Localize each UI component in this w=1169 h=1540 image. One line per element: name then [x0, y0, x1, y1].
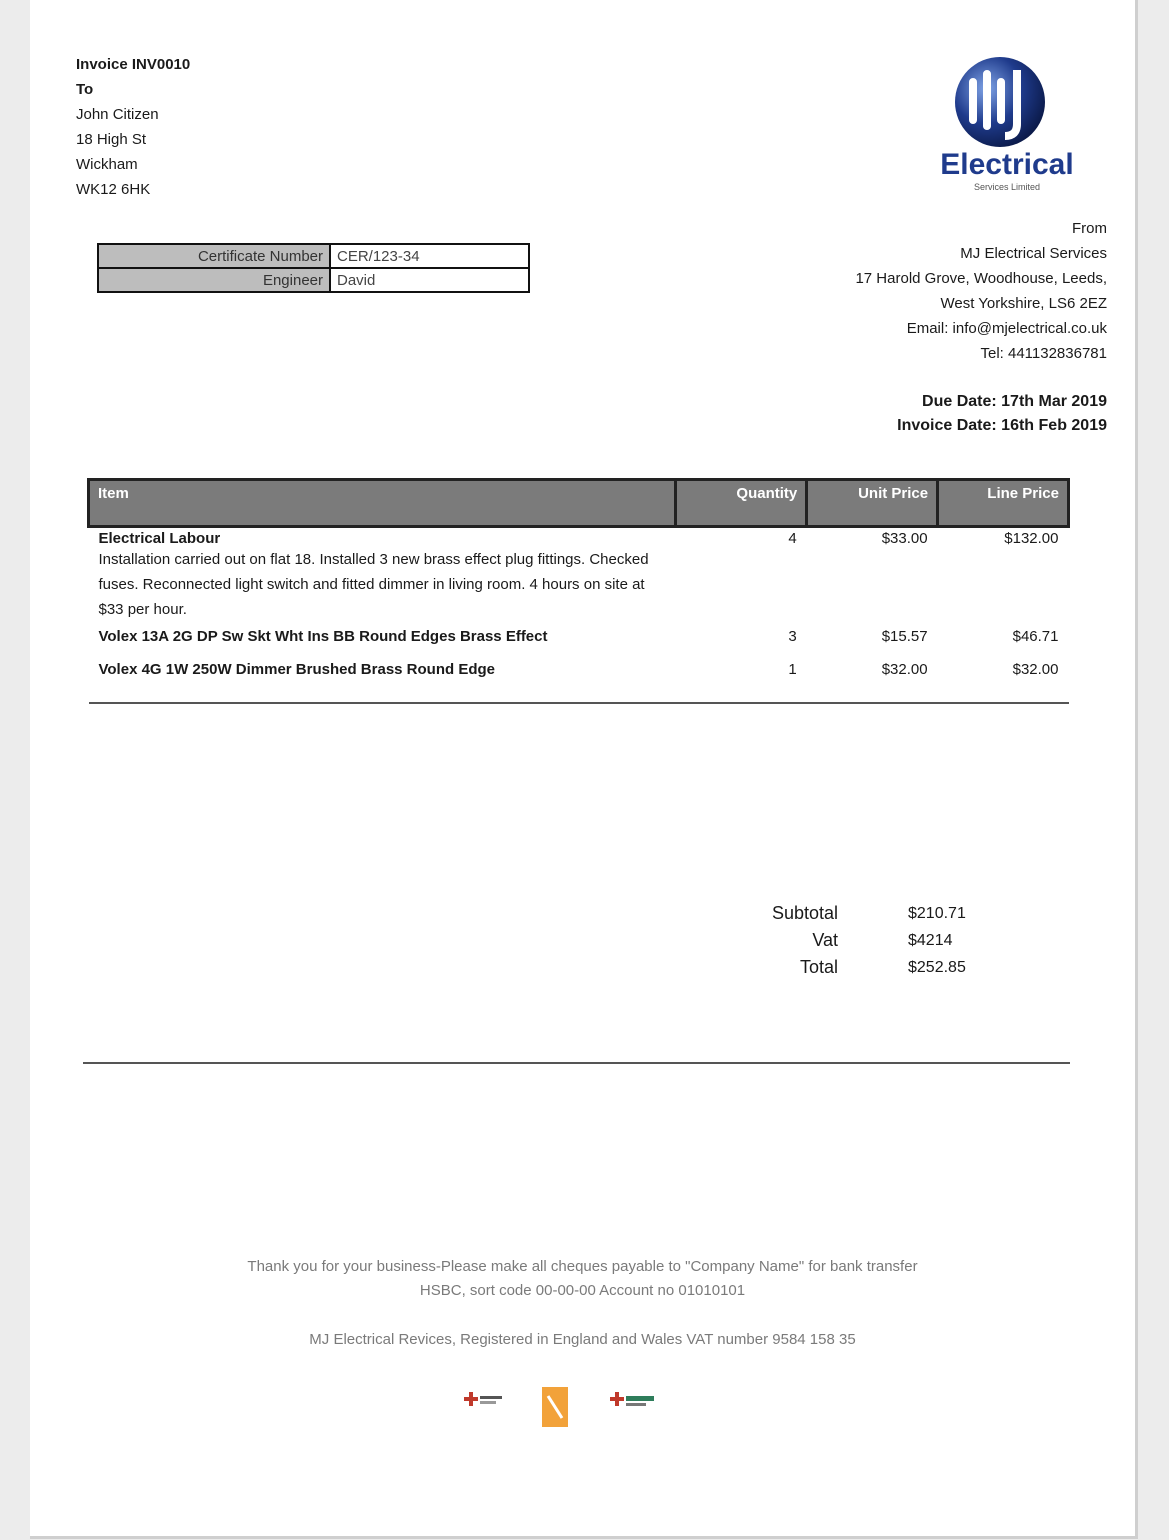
from-tel: Tel: 441132836781: [980, 345, 1107, 362]
invoice-date: Invoice Date: 16th Feb 2019: [897, 417, 1107, 434]
from-address2: West Yorkshire, LS6 2EZ: [940, 295, 1107, 312]
certificate-number-value: CER/123-34: [330, 244, 529, 268]
engineer-label: Engineer: [98, 268, 330, 292]
customer-address-line1: 18 High St: [76, 131, 147, 148]
totals-block: [730, 900, 998, 981]
subtotal-row: [730, 900, 998, 927]
header-quantity: Quantity: [676, 480, 807, 527]
bill-to-block: [76, 52, 190, 202]
header-unit-price: Unit Price: [807, 480, 938, 527]
item-line-price: $46.71: [1012, 628, 1059, 645]
vat-value: $4214: [908, 932, 953, 949]
item-line-price: $32.00: [1012, 661, 1059, 678]
vat-label: Vat: [812, 930, 838, 950]
item-qty: 4: [788, 530, 797, 547]
item-unit-price: $33.00: [881, 530, 928, 547]
item-unit-price: $15.57: [881, 628, 928, 645]
header-line-price: Line Price: [938, 480, 1069, 527]
total-row: [730, 954, 998, 981]
table-row: [89, 659, 1069, 680]
customer-address-line3: WK12 6HK: [76, 181, 151, 198]
engineer-value: David: [330, 268, 529, 292]
trustmark-badge-icon: [464, 1392, 502, 1406]
item-cell: [89, 659, 676, 680]
logo-brand-text: Electrical: [940, 148, 1074, 181]
accreditation-badges: [460, 1382, 710, 1432]
footer-line1: Thank you for your business-Please make all cheques payable to "Company Name" for bank transfer: [247, 1258, 918, 1275]
subtotal-label: Subtotal: [771, 903, 838, 923]
safety-badge-icon: [610, 1392, 654, 1406]
customer-name: John Citizen: [76, 106, 159, 123]
certification-badge-icon: [542, 1387, 568, 1427]
certificate-number-label: Certificate Number: [98, 244, 330, 268]
subtotal-value: $210.71: [908, 905, 966, 922]
item-unit-price: $32.00: [881, 661, 928, 678]
items-table: [87, 478, 1070, 704]
table-end-rule: [89, 680, 1069, 703]
item-line-price: $132.00: [1004, 530, 1059, 547]
header-item: Item: [89, 480, 676, 527]
item-qty: 1: [788, 661, 797, 678]
customer-address-line2: Wickham: [76, 156, 138, 173]
company-logo: [935, 52, 1085, 197]
footer-payment: [30, 1255, 1135, 1303]
dates-block: [897, 390, 1107, 438]
from-company: MJ Electrical Services: [960, 245, 1107, 262]
from-email: Email: info@mjelectrical.co.uk: [906, 320, 1107, 337]
invoice-page: [30, 0, 1138, 1539]
item-description: Installation carried out on flat 18. Installed 3 new brass effect plug fittings. Checked fuses. Reconnected light switch and fitted dimmer in living room. 4 hours on site at $33 per hour.: [98, 551, 649, 618]
item-qty: 3: [788, 628, 797, 645]
footer-line2: HSBC, sort code 00-00-00 Account no 01010101: [419, 1282, 746, 1299]
items-header-row: [89, 480, 1069, 527]
total-value: $252.85: [908, 959, 966, 976]
from-block: [855, 216, 1107, 366]
logo-sub-text: Services Limited: [973, 182, 1041, 192]
from-address1: 17 Harold Grove, Woodhouse, Leeds,: [855, 270, 1107, 287]
footer-registration: MJ Electrical Revices, Registered in England and Wales VAT number 9584 158 35: [309, 1331, 856, 1348]
to-label: To: [76, 81, 94, 98]
divider: [83, 1062, 1070, 1064]
item-title: Volex 4G 1W 250W Dimmer Brushed Brass Round Edge: [98, 661, 495, 678]
vat-row: [730, 927, 998, 954]
item-cell: [89, 527, 676, 625]
from-label: From: [1072, 220, 1107, 237]
item-title: Volex 13A 2G DP Sw Skt Wht Ins BB Round Edges Brass Effect: [98, 628, 548, 645]
invoice-number: Invoice INV0010: [76, 56, 191, 73]
table-row: [89, 527, 1069, 625]
due-date: Due Date: 17th Mar 2019: [922, 393, 1107, 410]
item-title: Electrical Labour: [98, 530, 221, 547]
total-label: Total: [799, 957, 838, 977]
table-row: [89, 624, 1069, 659]
certificate-table: [97, 243, 530, 293]
item-cell: [89, 624, 676, 659]
